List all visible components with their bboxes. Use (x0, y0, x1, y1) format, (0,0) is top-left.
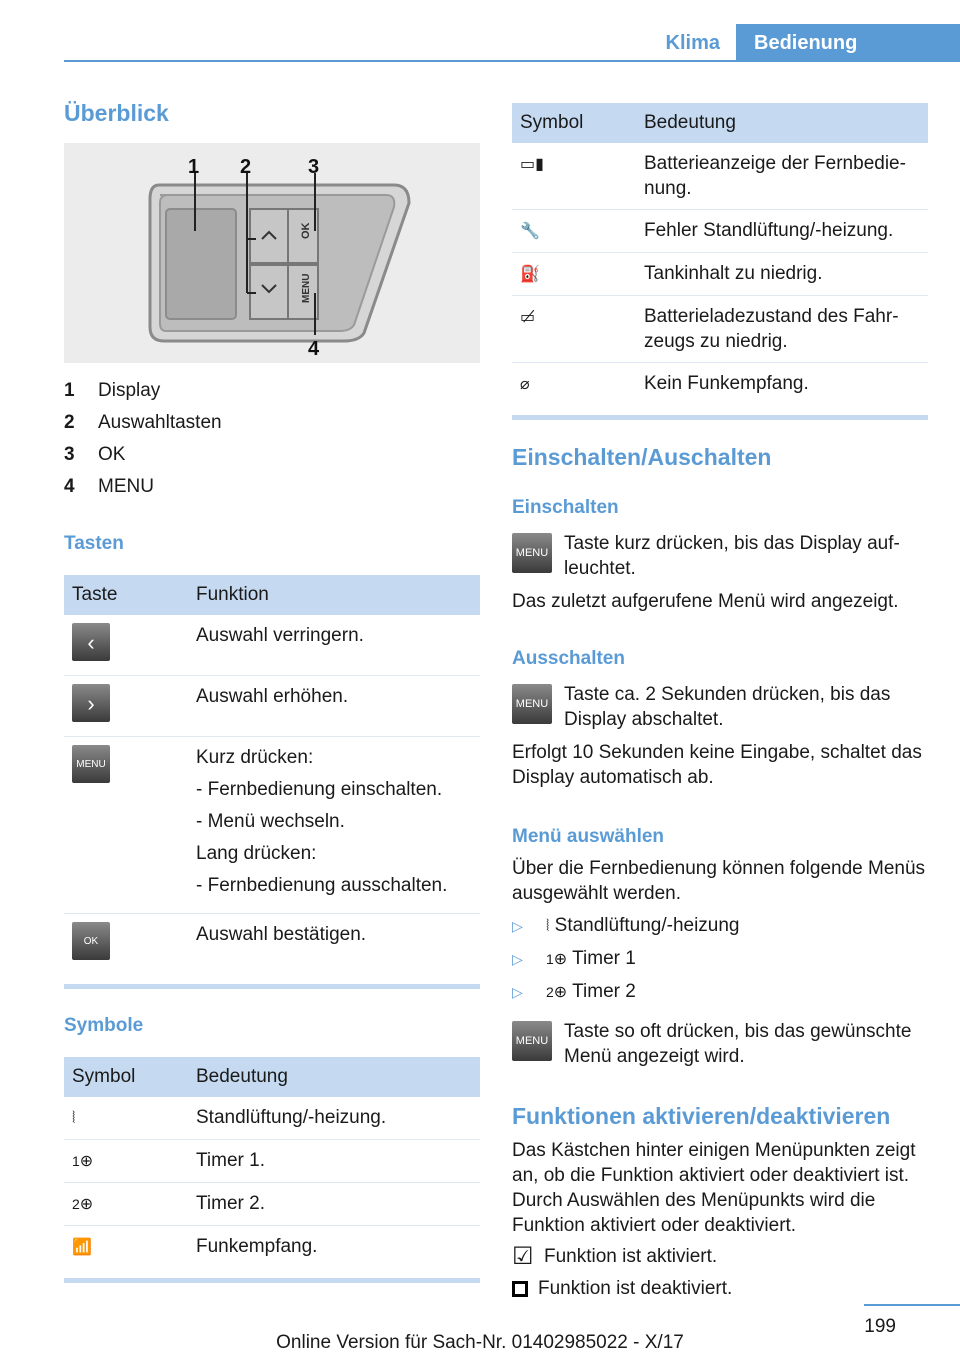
timer-prefix: 1 (72, 1153, 80, 1169)
car-battery-icon: ▭̸ (520, 309, 536, 326)
timer-icon: ⊕ (79, 1153, 94, 1170)
legend-label: Display (98, 380, 161, 401)
table-row (64, 737, 480, 914)
tasten-line: Kurz drücken: (196, 747, 314, 768)
legend-num: 1 (64, 380, 75, 401)
tasten-line: - Fernbedienung ausschalten. (196, 875, 448, 896)
funktionen-title: Funktionen aktivieren/deaktivieren (512, 1103, 891, 1129)
overview-legend (64, 375, 480, 503)
remote-key-illustration (64, 143, 480, 363)
footer-rule (864, 1304, 960, 1306)
tasten-row-multiline (188, 737, 480, 914)
remote-key-drawing (64, 143, 480, 363)
einschalten-note: Das zuletzt aufgerufene Menü wird angezeigt. (512, 591, 899, 612)
timer-icon: ⊕ (79, 1196, 94, 1213)
funktion-active-text: Funktion ist aktiviert. (544, 1246, 718, 1267)
vent-icon: ⦚ (72, 1110, 76, 1127)
tasten-row-text: Auswahl bestätigen. (196, 924, 367, 945)
table-row (512, 143, 928, 210)
table-row (64, 1183, 480, 1226)
symbole-row-text: Timer 2. (188, 1183, 480, 1226)
symbole-col-symbol: Symbol (64, 1057, 188, 1097)
ok-key-icon: OK (72, 922, 110, 960)
ausschalten-note: Erfolgt 10 Sekunden keine Eingabe, schaltet das Display automatisch ab. (512, 742, 922, 788)
symbole2-table (512, 103, 928, 405)
checkbox-empty-icon (512, 1281, 528, 1297)
menu-item-label: Standlüftung/-heizung (554, 915, 740, 936)
table-row (512, 363, 928, 406)
vent-icon: ⦚ (546, 918, 550, 935)
ausschalten-title: Ausschalten (512, 648, 625, 669)
tasten-col-taste: Taste (64, 575, 188, 615)
funktionen-text: Das Kästchen hinter einigen Menüpunkten zeigt an, ob die Funktion aktiviert oder deaktiviert ist. Durch Auswählen des Menüpunkts wird die Funktion aktiviert oder deaktiviert. (512, 1140, 916, 1236)
page-number: 199 (864, 1316, 896, 1337)
menu-key-icon: MENU (512, 533, 552, 573)
menu-list (512, 910, 928, 1009)
legend-label: MENU (98, 476, 154, 497)
overview-title: Überblick (64, 100, 169, 126)
funktion-inactive-text: Funktion ist deaktiviert. (538, 1278, 733, 1300)
legend-num: 4 (64, 476, 75, 497)
battery-icon: ▭▮ (520, 156, 544, 173)
right-column (512, 103, 928, 1301)
bullet-arrow-icon: ▷ (512, 951, 523, 967)
legend-item (64, 407, 480, 439)
list-item (512, 910, 928, 943)
wrench-icon: 🔧 (520, 223, 540, 240)
timer-prefix: 1 (546, 951, 554, 967)
ausschalten-text: Taste ca. 2 Sekunden drücken, bis das Display abschaltet. (564, 684, 891, 730)
symbole2-row-text: Kein Funkempfang. (644, 373, 809, 394)
menu-title: Menü auswählen (512, 826, 665, 847)
symbole2-row-text: Tankinhalt zu niedrig. (636, 253, 928, 296)
tasten-row-text: Auswahl erhöhen. (188, 676, 480, 737)
header-tab: Bedienung (736, 24, 960, 62)
callout-2: 2 (240, 156, 252, 178)
table-row (512, 210, 928, 253)
menu-intro: Über die Fernbedienung können folgende Menüs ausgewählt werden. (512, 858, 926, 904)
right-key-icon: › (72, 684, 110, 722)
menu-item-label: Timer 2 (572, 981, 636, 1002)
bullet-arrow-icon: ▷ (512, 918, 523, 934)
table-row (512, 253, 928, 296)
left-column (64, 100, 480, 1283)
list-item (512, 943, 928, 976)
timer-prefix: 2 (72, 1196, 80, 1212)
funktion-inactive-row (512, 1276, 928, 1301)
menu-item-label: Timer 1 (572, 948, 636, 969)
symbole-table (64, 1057, 480, 1268)
timer-icon: ⊕ (553, 984, 568, 1001)
no-signal-icon: ⌀ (520, 376, 530, 393)
symbole2-col-symbol: Symbol (512, 103, 636, 143)
list-item (512, 976, 928, 1009)
legend-num: 2 (64, 412, 75, 433)
einschalten-text: Taste kurz drücken, bis das Display aufleuchtet. (564, 533, 900, 579)
symbole-row-text: Timer 1. (188, 1140, 480, 1183)
tasten-row-text: Auswahl verringern. (188, 615, 480, 676)
einschalten-instruction (512, 531, 928, 581)
symbole2-row-text: Fehler Standlüftung/-heizung. (636, 210, 928, 253)
key-menu-label: MENU (301, 273, 312, 303)
menu-key-instruction (512, 1019, 928, 1069)
table-end-rule (64, 984, 480, 989)
legend-item (64, 471, 480, 503)
callout-1: 1 (188, 156, 200, 178)
tasten-line: - Menü wechseln. (196, 811, 345, 832)
tasten-line: - Fernbedienung einschalten. (196, 779, 443, 800)
online-version-note: Online Version für Sach-Nr. 01402985022 - X/17 (276, 1332, 684, 1353)
menu-key-icon: MENU (72, 745, 110, 783)
fuel-icon: ⛽ (520, 266, 540, 283)
legend-label: Auswahltasten (98, 412, 222, 433)
menu-key-text: Taste so oft drücken, bis das gewünschte Menü angezeigt wird. (564, 1021, 912, 1067)
table-row (64, 914, 480, 975)
key-ok-label: OK (300, 222, 312, 239)
header-rule (64, 60, 960, 62)
left-key-icon: ‹ (72, 623, 110, 661)
symbole2-row-text: Batterieladezustand des Fahrzeugs zu niedrig. (636, 296, 928, 363)
tasten-table (64, 575, 480, 974)
checkbox-checked-icon: ☑ (512, 1243, 534, 1271)
timer-prefix: 2 (546, 984, 554, 1000)
symbole-row-text: Funkempfang. (196, 1236, 318, 1257)
menu-key-icon: MENU (512, 684, 552, 724)
einaus-title: Einschalten/Auschalten (512, 444, 772, 470)
callout-4: 4 (308, 338, 320, 360)
table-row (64, 676, 480, 737)
header-section-label: Klima (665, 32, 720, 54)
funktion-active-row (512, 1244, 928, 1269)
symbole-row-text: Standlüftung/-heizung. (188, 1097, 480, 1140)
einschalten-title: Einschalten (512, 497, 619, 518)
legend-item (64, 375, 480, 407)
table-row (64, 1140, 480, 1183)
table-row (64, 1097, 480, 1140)
tasten-col-funktion: Funktion (188, 575, 480, 615)
legend-num: 3 (64, 444, 75, 465)
table-row (64, 1226, 480, 1269)
table-end-rule (64, 1278, 480, 1283)
symbole-title: Symbole (64, 1015, 144, 1036)
symbole2-row-text: Batterieanzeige der Fernbedienung. (636, 143, 928, 210)
timer-icon: ⊕ (553, 951, 568, 968)
symbole-col-bedeutung: Bedeutung (188, 1057, 480, 1097)
page-header (0, 24, 960, 62)
tasten-line: Lang drücken: (196, 843, 317, 864)
legend-label: OK (98, 444, 126, 465)
ausschalten-instruction (512, 682, 928, 732)
bullet-arrow-icon: ▷ (512, 984, 523, 1000)
legend-item (64, 439, 480, 471)
callout-3: 3 (308, 156, 320, 178)
tasten-title: Tasten (64, 533, 124, 554)
menu-key-icon: MENU (512, 1021, 552, 1061)
table-row (64, 615, 480, 676)
table-end-rule (512, 415, 928, 420)
table-row (512, 296, 928, 363)
symbole2-col-bedeutung: Bedeutung (636, 103, 928, 143)
antenna-icon: 📶 (72, 1239, 92, 1256)
